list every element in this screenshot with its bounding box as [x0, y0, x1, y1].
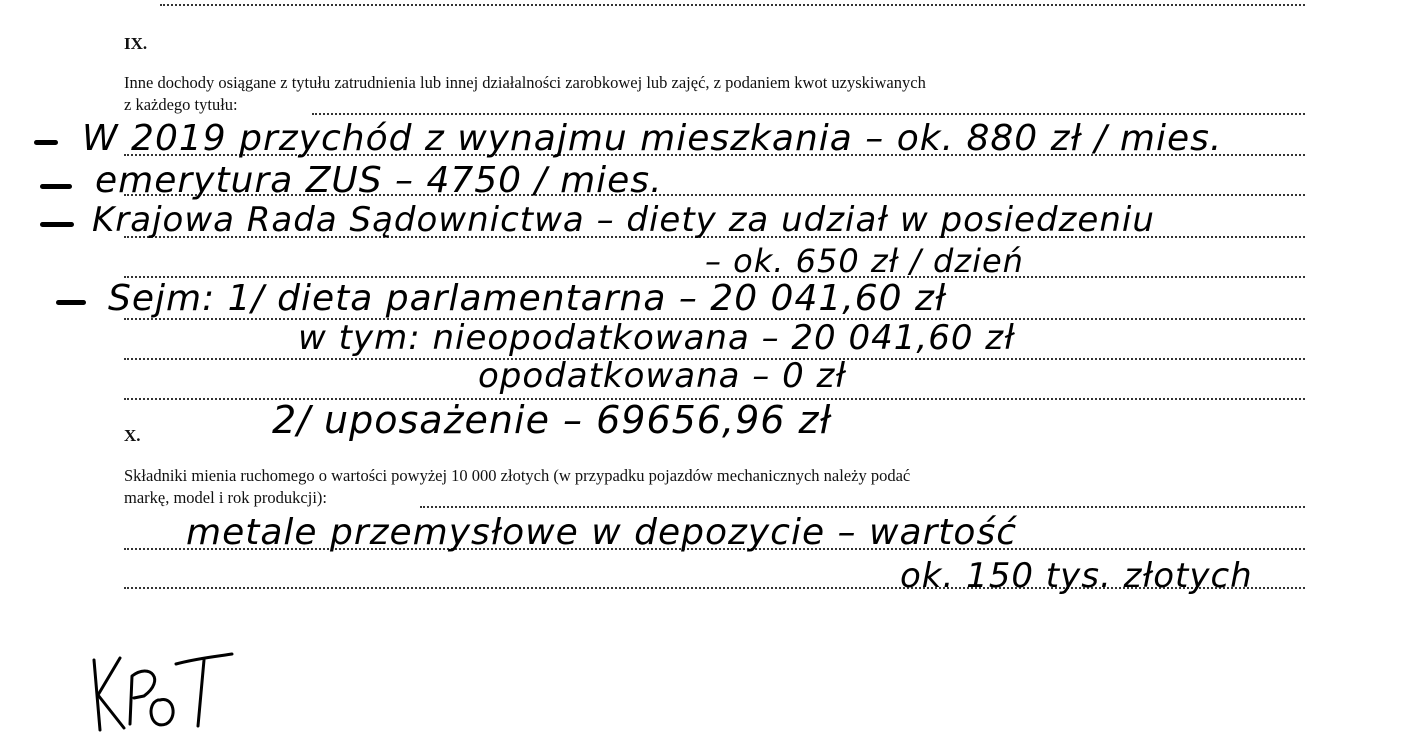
- handwritten-entry: W 2019 przychód z wynajmu mieszkania – ok. 880 zł / mies.: [82, 118, 1223, 159]
- section-x-label-line2: markę, model i rok produkcji):: [124, 488, 327, 507]
- handwritten-entry: opodatkowana – 0 zł: [478, 356, 847, 396]
- handwritten-entry: ok. 150 tys. złotych: [900, 556, 1253, 596]
- handwritten-bullet: [56, 300, 86, 305]
- handwritten-entry: w tym: nieopodatkowana – 20 041,60 zł: [298, 318, 1015, 358]
- section-x-number: X.: [124, 426, 141, 445]
- handwritten-entry: metale przemysłowe w depozycie – wartość: [186, 512, 1017, 553]
- handwritten-entry: Krajowa Rada Sądownictwa – diety za udział w posiedzeniu: [92, 200, 1155, 240]
- section-ix-number: IX.: [124, 34, 148, 53]
- section-ix-label-line1: Inne dochody osiągane z tytułu zatrudnienia lub innej działalności zarobkowej lub zajęć, z podaniem kwot uzyskiwanych: [124, 73, 926, 92]
- handwritten-entry: Sejm: 1/ dieta parlamentarna – 20 041,60 zł: [108, 278, 947, 319]
- handwritten-entry: – ok. 650 zł / dzień: [705, 242, 1024, 280]
- dotted-line: [420, 506, 1305, 508]
- handwritten-signature: [80, 640, 250, 740]
- handwritten-bullet: [40, 184, 72, 189]
- section-ix-label-line2: z każdego tytułu:: [124, 95, 238, 114]
- handwritten-entry: 2/ uposażenie – 69656,96 zł: [272, 398, 832, 442]
- signature-drawing: [80, 640, 250, 735]
- handwritten-bullet: [34, 140, 58, 145]
- handwritten-entry: emerytura ZUS – 4750 / mies.: [95, 160, 663, 201]
- section-x-label-line1: Składniki mienia ruchomego o wartości powyżej 10 000 złotych (w przypadku pojazdów mechanicznych należy podać: [124, 466, 911, 485]
- handwritten-bullet: [40, 222, 74, 227]
- dotted-line: [312, 113, 1305, 115]
- dotted-line: [160, 4, 1305, 6]
